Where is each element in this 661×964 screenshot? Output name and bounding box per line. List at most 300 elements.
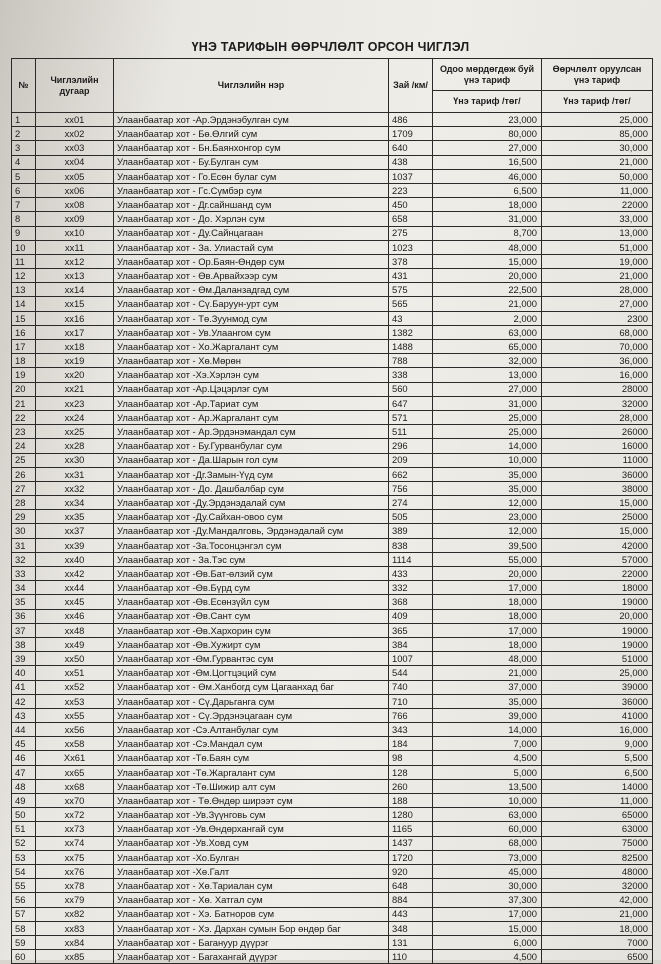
distance-cell: 756 [389, 481, 433, 495]
current-tariff-cell: 35,000 [433, 467, 542, 481]
changed-tariff-cell: 65000 [542, 808, 653, 822]
distance-cell: 710 [389, 694, 433, 708]
table-row [12, 467, 653, 481]
distance-cell: 1488 [389, 340, 433, 354]
header-route-code: Чиглэлийн дугаар [36, 59, 114, 113]
current-tariff-cell: 63,000 [433, 325, 542, 339]
changed-tariff-cell: 22000 [542, 567, 653, 581]
table-row [12, 538, 653, 552]
changed-tariff-cell: 22000 [542, 198, 653, 212]
route-name-cell: Улаанбаатар хот -Сэ.Алтанбулаг сум [114, 723, 389, 737]
route-code-cell: xx58 [36, 737, 114, 751]
table-row [12, 864, 653, 878]
current-tariff-cell: 21,000 [433, 297, 542, 311]
row-number-cell: 17 [12, 340, 36, 354]
row-number-cell: 57 [12, 907, 36, 921]
route-name-cell: Улаанбаатар хот - Ар.Жаргалант сум [114, 410, 389, 424]
route-code-cell: xx82 [36, 907, 114, 921]
current-tariff-cell: 21,000 [433, 666, 542, 680]
route-name-cell: Улаанбаатар хот - Ар.Эрдэнэмандал сум [114, 425, 389, 439]
changed-tariff-cell: 11000 [542, 453, 653, 467]
current-tariff-cell: 15,000 [433, 254, 542, 268]
row-number-cell: 6 [12, 183, 36, 197]
distance-cell: 296 [389, 439, 433, 453]
row-number-cell: 35 [12, 595, 36, 609]
route-name-cell: Улаанбаатар хот -За.Тосонцэнгэл сум [114, 538, 389, 552]
distance-cell: 438 [389, 155, 433, 169]
route-name-cell: Улаанбаатар хот - Хө.Тариалан сум [114, 879, 389, 893]
current-tariff-cell: 48,000 [433, 240, 542, 254]
route-name-cell: Улаанбаатар хот - Багануур дүүрэг [114, 935, 389, 949]
route-code-cell: xx76 [36, 864, 114, 878]
distance-cell: 431 [389, 269, 433, 283]
table-row [12, 950, 653, 964]
route-name-cell: Улаанбаатар хот -Дг.Замын-Үүд сум [114, 467, 389, 481]
route-code-cell: xx30 [36, 453, 114, 467]
current-tariff-cell: 35,000 [433, 481, 542, 495]
route-code-cell: xx21 [36, 382, 114, 396]
distance-cell: 274 [389, 496, 433, 510]
route-name-cell: Улаанбаатар хот - Го.Есөн булаг сум [114, 169, 389, 183]
current-tariff-cell: 10,000 [433, 453, 542, 467]
table-row [12, 410, 653, 424]
route-name-cell: Улаанбаатар хот - Сү.Дарьганга сум [114, 694, 389, 708]
table-row [12, 169, 653, 183]
current-tariff-cell: 4,500 [433, 751, 542, 765]
current-tariff-cell: 45,000 [433, 864, 542, 878]
current-tariff-cell: 20,000 [433, 567, 542, 581]
table-row [12, 155, 653, 169]
row-number-cell: 3 [12, 141, 36, 155]
changed-tariff-cell: 11,000 [542, 183, 653, 197]
changed-tariff-cell: 19000 [542, 637, 653, 651]
table-row [12, 340, 653, 354]
table-row [12, 850, 653, 864]
changed-tariff-cell: 14000 [542, 779, 653, 793]
route-code-cell: xx24 [36, 410, 114, 424]
route-name-cell: Улаанбаатар хот - До. Хэрлэн сум [114, 212, 389, 226]
route-code-cell: xx28 [36, 439, 114, 453]
distance-cell: 384 [389, 637, 433, 651]
changed-tariff-cell: 82500 [542, 850, 653, 864]
route-code-cell: xx42 [36, 567, 114, 581]
row-number-cell: 53 [12, 850, 36, 864]
row-number-cell: 12 [12, 269, 36, 283]
route-name-cell: Улаанбаатар хот - Хэ. Дархан сумын Бор өндөр баг [114, 921, 389, 935]
route-name-cell: Улаанбаатар хот - За.Тэс сум [114, 552, 389, 566]
route-name-cell: Улаанбаатар хот - До. Дашбалбар сум [114, 481, 389, 495]
header-current-tariff: Одоо мөрдөгдөж буй үнэ тариф [433, 59, 542, 91]
table-row [12, 552, 653, 566]
route-code-cell: xx12 [36, 254, 114, 268]
distance-cell: 98 [389, 751, 433, 765]
route-name-cell: Улаанбаатар хот - Бн.Баянхонгор сум [114, 141, 389, 155]
route-code-cell: xx51 [36, 666, 114, 680]
changed-tariff-cell: 5,500 [542, 751, 653, 765]
row-number-cell: 22 [12, 410, 36, 424]
row-number-cell: 45 [12, 737, 36, 751]
current-tariff-cell: 23,000 [433, 510, 542, 524]
row-number-cell: 20 [12, 382, 36, 396]
row-number-cell: 55 [12, 879, 36, 893]
row-number-cell: 60 [12, 950, 36, 964]
current-tariff-cell: 20,000 [433, 269, 542, 283]
route-name-cell: Улаанбаатар хот - Өв.Арвайхээр сум [114, 269, 389, 283]
row-number-cell: 52 [12, 836, 36, 850]
row-number-cell: 50 [12, 808, 36, 822]
distance-cell: 409 [389, 609, 433, 623]
distance-cell: 184 [389, 737, 433, 751]
current-tariff-cell: 22,500 [433, 283, 542, 297]
distance-cell: 511 [389, 425, 433, 439]
table-row [12, 368, 653, 382]
table-row [12, 907, 653, 921]
table-row [12, 694, 653, 708]
route-name-cell: Улаанбаатар хот -Өв.Сант сум [114, 609, 389, 623]
changed-tariff-cell: 9,000 [542, 737, 653, 751]
changed-tariff-cell: 2300 [542, 311, 653, 325]
route-code-cell: xx84 [36, 935, 114, 949]
current-tariff-cell: 35,000 [433, 694, 542, 708]
row-number-cell: 28 [12, 496, 36, 510]
route-code-cell: xx05 [36, 169, 114, 183]
route-code-cell: xx39 [36, 538, 114, 552]
row-number-cell: 10 [12, 240, 36, 254]
current-tariff-cell: 48,000 [433, 652, 542, 666]
table-row [12, 737, 653, 751]
row-number-cell: 33 [12, 567, 36, 581]
current-tariff-cell: 27,000 [433, 141, 542, 155]
distance-cell: 1720 [389, 850, 433, 864]
route-name-cell: Улаанбаатар хот - Бө.Өлгий сум [114, 127, 389, 141]
table-row [12, 935, 653, 949]
row-number-cell: 44 [12, 723, 36, 737]
route-name-cell: Улаанбаатар хот -Ув.Өндөрхангай сум [114, 822, 389, 836]
row-number-cell: 23 [12, 425, 36, 439]
current-tariff-cell: 25,000 [433, 410, 542, 424]
route-code-cell: xx50 [36, 652, 114, 666]
table-row [12, 595, 653, 609]
current-tariff-cell: 4,500 [433, 950, 542, 964]
distance-cell: 647 [389, 396, 433, 410]
row-number-cell: 38 [12, 637, 36, 651]
route-name-cell: Улаанбаатар хот - Сү.Баруун-урт сум [114, 297, 389, 311]
table-row [12, 808, 653, 822]
route-name-cell: Улаанбаатар хот -Ув.Зүүнговь сум [114, 808, 389, 822]
route-code-cell: xx73 [36, 822, 114, 836]
row-number-cell: 27 [12, 481, 36, 495]
route-code-cell: xx31 [36, 467, 114, 481]
row-number-cell: 30 [12, 524, 36, 538]
distance-cell: 571 [389, 410, 433, 424]
table-row [12, 765, 653, 779]
table-row [12, 680, 653, 694]
distance-cell: 131 [389, 935, 433, 949]
changed-tariff-cell: 26000 [542, 425, 653, 439]
route-name-cell: Улаанбаатар хот - Бу.Гурванбулаг сум [114, 439, 389, 453]
route-code-cell: xx83 [36, 921, 114, 935]
distance-cell: 505 [389, 510, 433, 524]
row-number-cell: 58 [12, 921, 36, 935]
changed-tariff-cell: 21,000 [542, 907, 653, 921]
row-number-cell: 15 [12, 311, 36, 325]
distance-cell: 1007 [389, 652, 433, 666]
current-tariff-cell: 14,000 [433, 723, 542, 737]
route-code-cell: xx08 [36, 198, 114, 212]
table-row [12, 609, 653, 623]
current-tariff-cell: 23,000 [433, 113, 542, 127]
distance-cell: 378 [389, 254, 433, 268]
route-name-cell: Улаанбаатар хот -Өм.Гурвантэс сум [114, 652, 389, 666]
distance-cell: 766 [389, 708, 433, 722]
route-name-cell: Улаанбаатар хот -Тө.Жаргалант сум [114, 765, 389, 779]
route-code-cell: xx75 [36, 850, 114, 864]
distance-cell: 920 [389, 864, 433, 878]
row-number-cell: 19 [12, 368, 36, 382]
table-row [12, 921, 653, 935]
route-name-cell: Улаанбаатар хот - Дг.сайншанд сум [114, 198, 389, 212]
route-code-cell: xx09 [36, 212, 114, 226]
route-code-cell: xx10 [36, 226, 114, 240]
changed-tariff-cell: 39000 [542, 680, 653, 694]
row-number-cell: 42 [12, 694, 36, 708]
changed-tariff-cell: 15,000 [542, 496, 653, 510]
row-number-cell: 51 [12, 822, 36, 836]
changed-tariff-cell: 30,000 [542, 141, 653, 155]
table-row [12, 581, 653, 595]
changed-tariff-cell: 36,000 [542, 354, 653, 368]
current-tariff-cell: 8,700 [433, 226, 542, 240]
route-code-cell: xx17 [36, 325, 114, 339]
route-name-cell: Улаанбаатар хот -Өв.Бүрд сум [114, 581, 389, 595]
current-tariff-cell: 30,000 [433, 879, 542, 893]
distance-cell: 648 [389, 879, 433, 893]
distance-cell: 740 [389, 680, 433, 694]
table-row [12, 708, 653, 722]
changed-tariff-cell: 48000 [542, 864, 653, 878]
distance-cell: 209 [389, 453, 433, 467]
changed-tariff-cell: 51000 [542, 652, 653, 666]
route-code-cell: xx02 [36, 127, 114, 141]
distance-cell: 1382 [389, 325, 433, 339]
distance-cell: 565 [389, 297, 433, 311]
distance-cell: 368 [389, 595, 433, 609]
table-row [12, 453, 653, 467]
changed-tariff-cell: 32000 [542, 879, 653, 893]
table-row [12, 382, 653, 396]
table-row [12, 893, 653, 907]
route-code-cell: xx25 [36, 425, 114, 439]
route-name-cell: Улаанбаатар хот - За. Улиастай сум [114, 240, 389, 254]
changed-tariff-cell: 19000 [542, 623, 653, 637]
row-number-cell: 4 [12, 155, 36, 169]
table-row [12, 141, 653, 155]
current-tariff-cell: 12,000 [433, 496, 542, 510]
route-code-cell: xx18 [36, 340, 114, 354]
route-code-cell: xx49 [36, 637, 114, 651]
changed-tariff-cell: 19,000 [542, 254, 653, 268]
distance-cell: 486 [389, 113, 433, 127]
current-tariff-cell: 18,000 [433, 198, 542, 212]
current-tariff-cell: 12,000 [433, 524, 542, 538]
changed-tariff-cell: 51,000 [542, 240, 653, 254]
route-code-cell: xx72 [36, 808, 114, 822]
current-tariff-cell: 17,000 [433, 907, 542, 921]
row-number-cell: 56 [12, 893, 36, 907]
changed-tariff-cell: 57000 [542, 552, 653, 566]
route-name-cell: Улаанбаатар хот - Гс.Сүмбэр сум [114, 183, 389, 197]
current-tariff-cell: 6,500 [433, 183, 542, 197]
distance-cell: 389 [389, 524, 433, 538]
table-row [12, 567, 653, 581]
route-name-cell: Улаанбаатар хот - Хо.Жаргалант сум [114, 340, 389, 354]
route-code-cell: xx01 [36, 113, 114, 127]
row-number-cell: 48 [12, 779, 36, 793]
distance-cell: 443 [389, 907, 433, 921]
changed-tariff-cell: 70,000 [542, 340, 653, 354]
table-row [12, 269, 653, 283]
header-route-name: Чиглэлийн нэр [114, 59, 389, 113]
changed-tariff-cell: 13,000 [542, 226, 653, 240]
table-row [12, 439, 653, 453]
route-code-cell: xx45 [36, 595, 114, 609]
table-row [12, 212, 653, 226]
row-number-cell: 21 [12, 396, 36, 410]
current-tariff-cell: 60,000 [433, 822, 542, 836]
current-tariff-cell: 55,000 [433, 552, 542, 566]
route-code-cell: xx78 [36, 879, 114, 893]
distance-cell: 275 [389, 226, 433, 240]
distance-cell: 544 [389, 666, 433, 680]
route-code-cell: xx52 [36, 680, 114, 694]
changed-tariff-cell: 85,000 [542, 127, 653, 141]
route-code-cell: xx13 [36, 269, 114, 283]
distance-cell: 662 [389, 467, 433, 481]
tariff-table [11, 58, 653, 964]
header-changed-price-unit: Үнэ тариф /төг/ [542, 91, 653, 113]
distance-cell: 788 [389, 354, 433, 368]
changed-tariff-cell: 50,000 [542, 169, 653, 183]
route-code-cell: xx03 [36, 141, 114, 155]
route-name-cell: Улаанбаатар хот -Хэ.Хэрлэн сум [114, 368, 389, 382]
current-tariff-cell: 16,500 [433, 155, 542, 169]
changed-tariff-cell: 42000 [542, 538, 653, 552]
route-name-cell: Улаанбаатар хот -Ар.Цэцэрлэг сум [114, 382, 389, 396]
distance-cell: 365 [389, 623, 433, 637]
distance-cell: 110 [389, 950, 433, 964]
table-row [12, 637, 653, 651]
distance-cell: 640 [389, 141, 433, 155]
table-row [12, 666, 653, 680]
table-row [12, 879, 653, 893]
table-row [12, 354, 653, 368]
changed-tariff-cell: 75000 [542, 836, 653, 850]
changed-tariff-cell: 15,000 [542, 524, 653, 538]
row-number-cell: 59 [12, 935, 36, 949]
current-tariff-cell: 7,000 [433, 737, 542, 751]
current-tariff-cell: 5,000 [433, 765, 542, 779]
route-code-cell: xx55 [36, 708, 114, 722]
table-row [12, 623, 653, 637]
route-name-cell: Улаанбаатар хот - Да.Шарын гол сум [114, 453, 389, 467]
changed-tariff-cell: 16,000 [542, 368, 653, 382]
current-tariff-cell: 18,000 [433, 609, 542, 623]
current-tariff-cell: 37,300 [433, 893, 542, 907]
table-row [12, 240, 653, 254]
distance-cell: 658 [389, 212, 433, 226]
row-number-cell: 31 [12, 538, 36, 552]
row-number-cell: 2 [12, 127, 36, 141]
current-tariff-cell: 31,000 [433, 396, 542, 410]
changed-tariff-cell: 7000 [542, 935, 653, 949]
table-row [12, 425, 653, 439]
row-number-cell: 5 [12, 169, 36, 183]
route-code-cell: xx85 [36, 950, 114, 964]
table-row [12, 198, 653, 212]
row-number-cell: 34 [12, 581, 36, 595]
changed-tariff-cell: 16000 [542, 439, 653, 453]
route-code-cell: xx34 [36, 496, 114, 510]
row-number-cell: 54 [12, 864, 36, 878]
route-code-cell: xx32 [36, 481, 114, 495]
table-row [12, 127, 653, 141]
route-code-cell: xx44 [36, 581, 114, 595]
route-name-cell: Улаанбаатар хот -Ар.Эрдэнэбулган сум [114, 113, 389, 127]
header-distance: Зай /км/ [389, 59, 433, 113]
route-name-cell: Улаанбаатар хот -Өв.Есөнзүйл сум [114, 595, 389, 609]
current-tariff-cell: 14,000 [433, 439, 542, 453]
table-row [12, 794, 653, 808]
distance-cell: 1437 [389, 836, 433, 850]
table-row [12, 396, 653, 410]
route-code-cell: xx35 [36, 510, 114, 524]
route-code-cell: xx06 [36, 183, 114, 197]
table-row [12, 183, 653, 197]
route-name-cell: Улаанбаатар хот - Хө. Хатгал сум [114, 893, 389, 907]
route-name-cell: Улаанбаатар хот - Бу.Булган сум [114, 155, 389, 169]
current-tariff-cell: 27,000 [433, 382, 542, 396]
table-row [12, 751, 653, 765]
distance-cell: 188 [389, 794, 433, 808]
current-tariff-cell: 63,000 [433, 808, 542, 822]
changed-tariff-cell: 16,000 [542, 723, 653, 737]
route-name-cell: Улаанбаатар хот -Ду.Мандалговь, Эрдэнэдалай сум [114, 524, 389, 538]
row-number-cell: 43 [12, 708, 36, 722]
route-name-cell: Улаанбаатар хот - Ор.Баян-Өндөр сум [114, 254, 389, 268]
row-number-cell: 40 [12, 666, 36, 680]
route-name-cell: Улаанбаатар хот - Өм.Ханбогд сум Цагаанхад баг [114, 680, 389, 694]
row-number-cell: 1 [12, 113, 36, 127]
route-code-cell: xx79 [36, 893, 114, 907]
row-number-cell: 16 [12, 325, 36, 339]
table-row [12, 481, 653, 495]
current-tariff-cell: 15,000 [433, 921, 542, 935]
changed-tariff-cell: 36000 [542, 694, 653, 708]
route-code-cell: xx74 [36, 836, 114, 850]
current-tariff-cell: 10,000 [433, 794, 542, 808]
distance-cell: 838 [389, 538, 433, 552]
current-tariff-cell: 65,000 [433, 340, 542, 354]
changed-tariff-cell: 28,000 [542, 410, 653, 424]
current-tariff-cell: 68,000 [433, 836, 542, 850]
distance-cell: 43 [389, 311, 433, 325]
current-tariff-cell: 73,000 [433, 850, 542, 864]
route-code-cell: xx20 [36, 368, 114, 382]
distance-cell: 1114 [389, 552, 433, 566]
route-name-cell: Улаанбаатар хот - Хө.Мөрөн [114, 354, 389, 368]
row-number-cell: 13 [12, 283, 36, 297]
route-name-cell: Улаанбаатар хот -Өм.Цогтцэций сум [114, 666, 389, 680]
